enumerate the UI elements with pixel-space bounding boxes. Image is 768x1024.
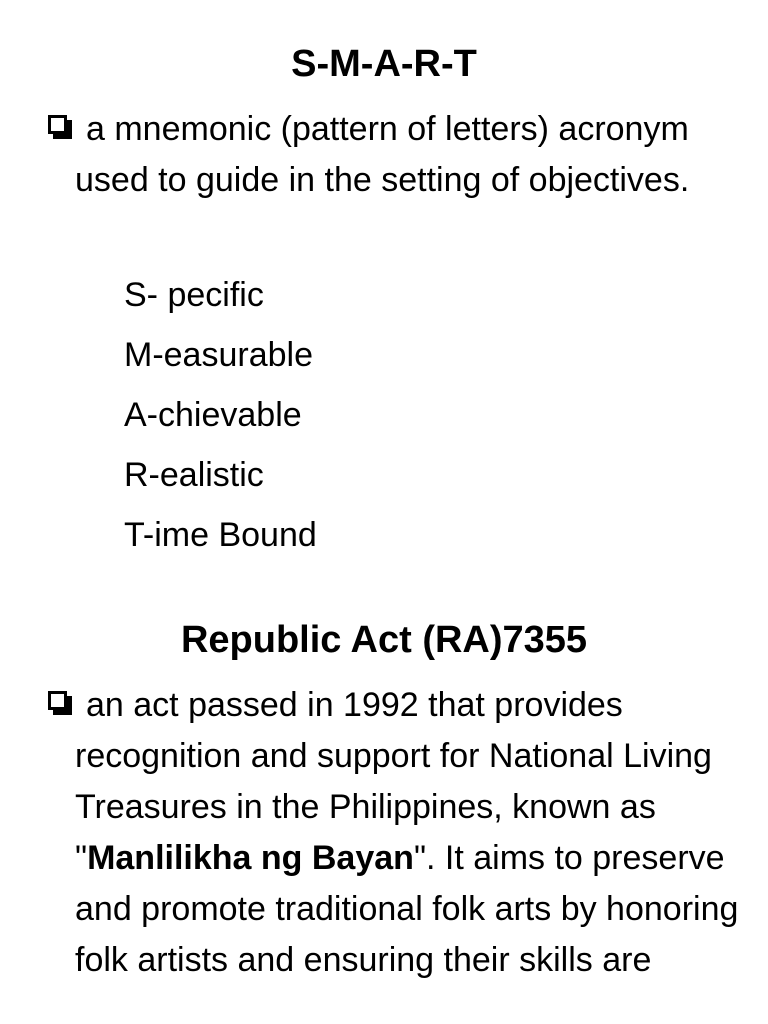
list-item-t: T-ime Bound bbox=[124, 516, 317, 554]
bullet-ra-description bbox=[48, 680, 747, 986]
section-title-republic-act: Republic Act (RA)7355 bbox=[180, 619, 588, 661]
smart-acronym-list bbox=[124, 265, 317, 565]
checkbox-bullet-icon bbox=[48, 115, 74, 141]
checkbox-bullet-icon bbox=[48, 691, 74, 717]
bullet-smart-definition bbox=[48, 104, 747, 206]
bullet-text: a mnemonic (pattern of letters) acronym used to guide in the setting of objectives. bbox=[75, 110, 690, 199]
bold-term-manlilikha: Manlilikha ng Bayan bbox=[87, 839, 414, 877]
list-item-s: S- pecific bbox=[124, 276, 264, 314]
bullet-text-after: ". It aims to preserve and promote traditional folk arts by honoring folk artists and ensuring their skills are bbox=[75, 839, 739, 979]
list-item-m: M-easurable bbox=[124, 336, 313, 374]
list-item-a: A-chievable bbox=[124, 396, 302, 434]
bullet-text-before: an act passed in 1992 that provides recognition and support for National Living Treasures in the Philippines, known as " bbox=[75, 686, 712, 877]
list-item-r: R-ealistic bbox=[124, 456, 264, 494]
section-title-smart: S-M-A-R-T bbox=[291, 43, 477, 85]
